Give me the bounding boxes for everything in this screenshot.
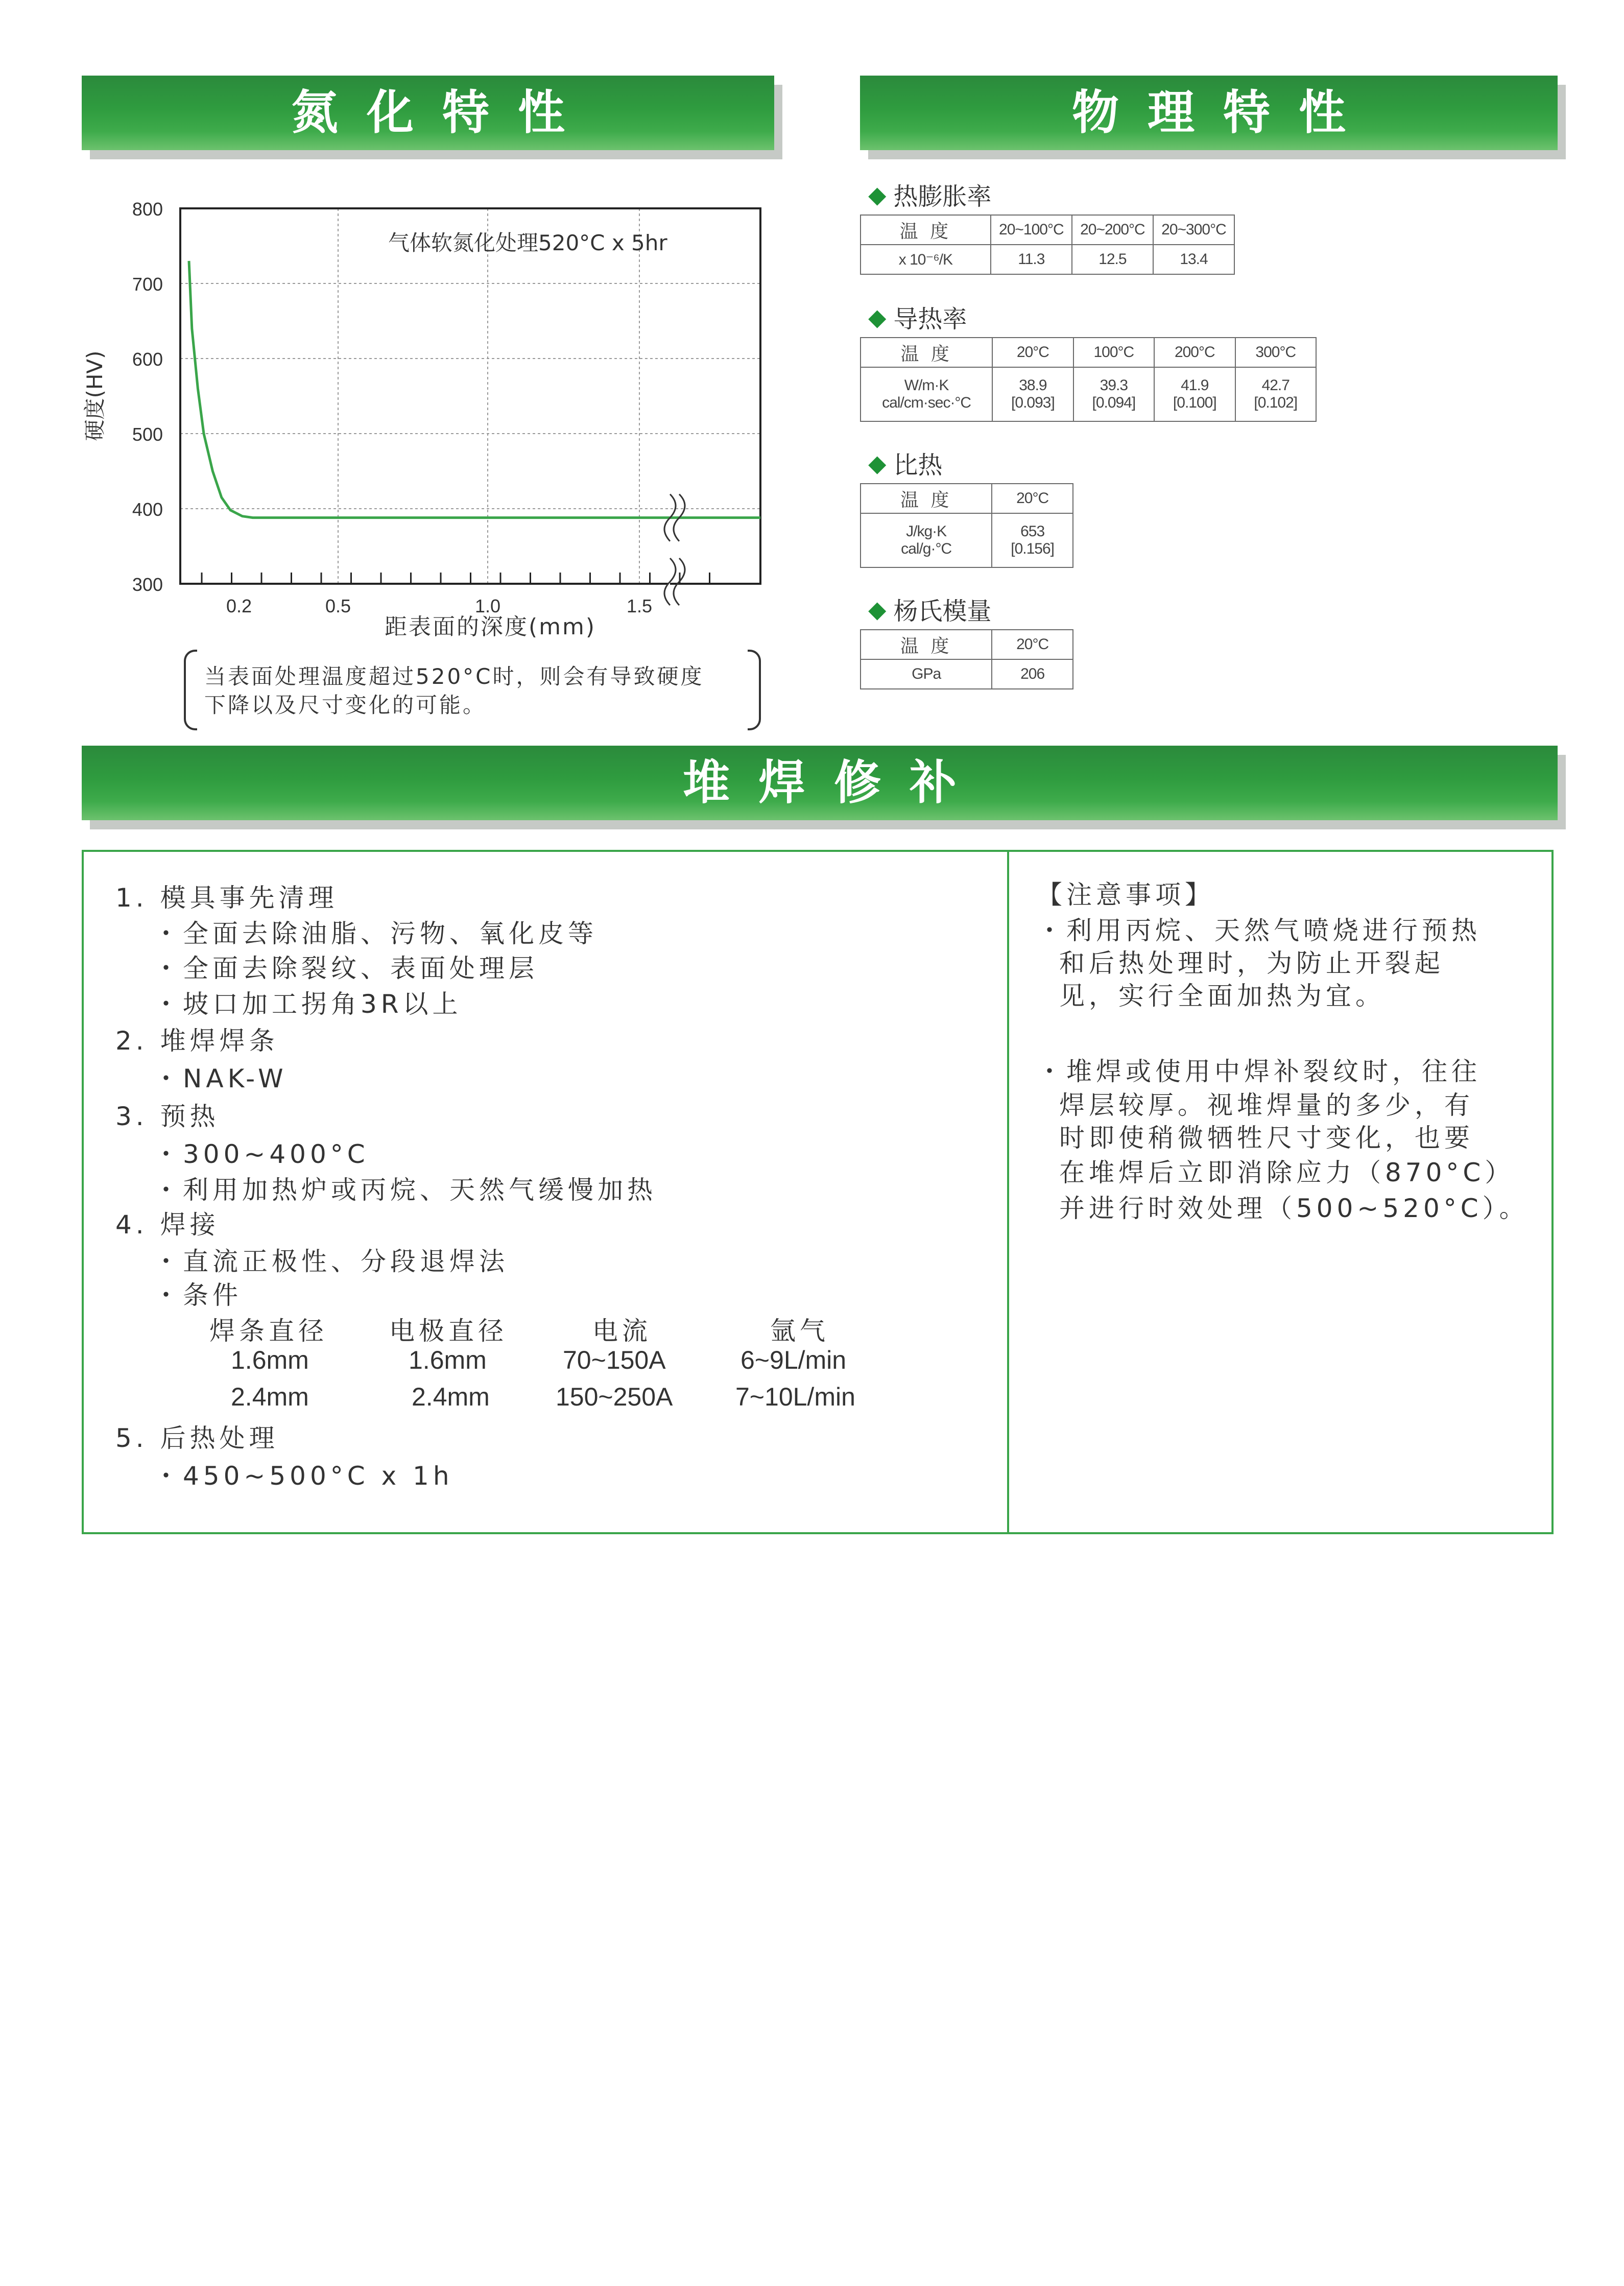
- cond-r1-rod: 1.6mm: [231, 1346, 309, 1374]
- y-tick-label: 700: [132, 274, 163, 295]
- proc-line-6: ・NAK-W: [153, 1064, 288, 1093]
- post-treatment-item: ・450~500°C x 1h: [153, 1461, 453, 1491]
- thermal-conductivity-table: [860, 337, 1317, 422]
- ym-value: 206: [992, 659, 1073, 689]
- caution2-line-3: 时即使稍微牺牲尺寸变化，也要: [1059, 1123, 1474, 1153]
- thermal-expansion-table: [860, 215, 1235, 275]
- sh-header-1: 20°C: [992, 484, 1073, 513]
- caution2-line-1: ・堆焊或使用中焊补裂纹时，往往: [1037, 1057, 1481, 1086]
- te-header-1: 20~100°C: [991, 215, 1072, 245]
- hardness-chart: [71, 184, 786, 654]
- cond-r1-electrode: 1.6mm: [409, 1346, 487, 1374]
- thermal-conductivity-title: ◆ 导热率: [868, 303, 967, 334]
- specific-heat-table: [860, 483, 1073, 568]
- caution-title: 【注意事项】: [1037, 880, 1214, 910]
- note-bracket-left: [184, 650, 197, 730]
- proc-line-11: ・直流正极性、分段退焊法: [153, 1247, 509, 1276]
- sh-header-temp: 温 度: [861, 484, 992, 513]
- cond-r1-current: 70~150A: [563, 1346, 666, 1374]
- sh-value: 653 [0.156]: [992, 513, 1073, 567]
- proc-line-10: 4. 焊接: [115, 1210, 220, 1240]
- tc-header-2: 100°C: [1073, 338, 1154, 367]
- cond-r2-electrode: 2.4mm: [412, 1383, 490, 1411]
- ym-unit: GPa: [861, 659, 992, 689]
- tc-value-2: 39.3 [0.094]: [1073, 367, 1154, 421]
- proc-line-3: ・全面去除裂纹、表面处理层: [153, 954, 538, 983]
- tc-header-temp: 温 度: [861, 338, 992, 367]
- proc-line-2: ・全面去除油脂、污物、氧化皮等: [153, 919, 598, 948]
- x-tick-label: 0.5: [325, 596, 351, 616]
- caution2-line-4: 在堆焊后立即消除应力（870°C）: [1059, 1158, 1515, 1187]
- cond-r2-current: 150~250A: [556, 1383, 673, 1411]
- nitriding-banner: [82, 76, 774, 150]
- x-tick-label: 0.2: [226, 596, 252, 616]
- sh-units: J/kg·K cal/g·°C: [861, 513, 992, 567]
- tc-header-3: 200°C: [1154, 338, 1235, 367]
- proc-line-4: ・坡口加工拐角3R以上: [153, 989, 462, 1019]
- x-tick-label: 1.5: [626, 596, 653, 616]
- physical-banner: [860, 76, 1558, 150]
- y-tick-label: 600: [132, 349, 163, 370]
- proc-line-8: ・300~400°C: [153, 1139, 369, 1169]
- te-value-2: 12.5: [1072, 245, 1153, 274]
- te-header-2: 20~200°C: [1072, 215, 1153, 245]
- tc-value-3: 41.9 [0.100]: [1154, 367, 1235, 421]
- chart-xlabel: 距表面的深度(mm): [384, 614, 596, 640]
- y-tick-label: 400: [132, 499, 163, 520]
- diamond-icon: ◆: [868, 449, 887, 477]
- welding-banner: [82, 746, 1558, 820]
- chart-title: 气体软氮化处理520°C x 5hr: [388, 230, 667, 255]
- cond-header-electrode: 电极直径: [389, 1316, 508, 1346]
- tc-value-1: 38.9 [0.093]: [992, 367, 1073, 421]
- ym-header-1: 20°C: [992, 630, 1073, 659]
- proc-line-7: 3. 预热: [115, 1102, 220, 1131]
- caution1-line-1: ・利用丙烷、天然气喷烧进行预热: [1037, 916, 1481, 945]
- te-value-3: 13.4: [1153, 245, 1234, 274]
- te-unit: x 10⁻⁶/K: [861, 245, 991, 274]
- post-treatment-title: 5. 后热处理: [115, 1423, 279, 1453]
- tc-header-1: 20°C: [992, 338, 1073, 367]
- cond-r2-argon: 7~10L/min: [735, 1383, 855, 1411]
- proc-line-1: 1. 模具事先清理: [115, 883, 338, 913]
- note-bracket-right: [748, 650, 761, 730]
- cond-header-argon: 氩气: [770, 1316, 829, 1346]
- cond-r2-rod: 2.4mm: [231, 1383, 309, 1411]
- caution2-line-5: 并进行时效处理（500~520°C）。: [1059, 1194, 1529, 1223]
- note-line-1: 当表面处理温度超过520°C时，则会有导致硬度: [204, 664, 704, 689]
- tc-value-4: 42.7 [0.102]: [1235, 367, 1316, 421]
- ym-header-temp: 温 度: [861, 630, 992, 659]
- y-tick-label: 300: [132, 574, 163, 595]
- nitriding-title: 氮化特性: [291, 85, 593, 140]
- youngs-modulus-title: ◆ 杨氏模量: [868, 595, 992, 626]
- diamond-icon: ◆: [868, 303, 887, 331]
- chart-ylabel: 硬度(HV): [82, 350, 107, 441]
- proc-line-5: 2. 堆焊焊条: [115, 1026, 279, 1056]
- welding-title: 堆焊修补: [682, 755, 985, 810]
- physical-title: 物理特性: [1071, 85, 1374, 140]
- cond-r1-argon: 6~9L/min: [741, 1346, 847, 1374]
- y-tick-label: 500: [132, 424, 163, 445]
- hardness-curve: [189, 261, 760, 518]
- caution2-line-2: 焊层较厚。视堆焊量的多少，有: [1059, 1090, 1474, 1120]
- tc-units: W/m·K cal/cm·sec·°C: [861, 367, 992, 421]
- specific-heat-title: ◆ 比热: [868, 449, 943, 480]
- welding-divider: [1007, 850, 1009, 1534]
- y-tick-label: 800: [132, 199, 163, 220]
- x-tick-label: 1.0: [474, 596, 501, 616]
- te-header-3: 20~300°C: [1153, 215, 1234, 245]
- proc-line-12: ・条件: [153, 1280, 242, 1310]
- te-value-1: 11.3: [991, 245, 1072, 274]
- note-line-2: 下降以及尺寸变化的可能。: [204, 693, 487, 718]
- cond-header-current: 电流: [592, 1316, 652, 1346]
- tc-header-4: 300°C: [1235, 338, 1316, 367]
- diamond-icon: ◆: [868, 595, 887, 623]
- te-header-temp: 温 度: [861, 215, 991, 245]
- proc-line-9: ・利用加热炉或丙烷、天然气缓慢加热: [153, 1175, 657, 1205]
- thermal-expansion-title: ◆ 热膨胀率: [868, 180, 992, 211]
- diamond-icon: ◆: [868, 180, 887, 208]
- nitriding-note: [184, 650, 761, 729]
- caution1-line-2: 和后热处理时，为防止开裂起: [1059, 948, 1444, 978]
- cond-header-rod: 焊条直径: [209, 1316, 328, 1346]
- caution1-line-3: 见，实行全面加热为宜。: [1059, 981, 1385, 1011]
- youngs-modulus-table: [860, 629, 1073, 689]
